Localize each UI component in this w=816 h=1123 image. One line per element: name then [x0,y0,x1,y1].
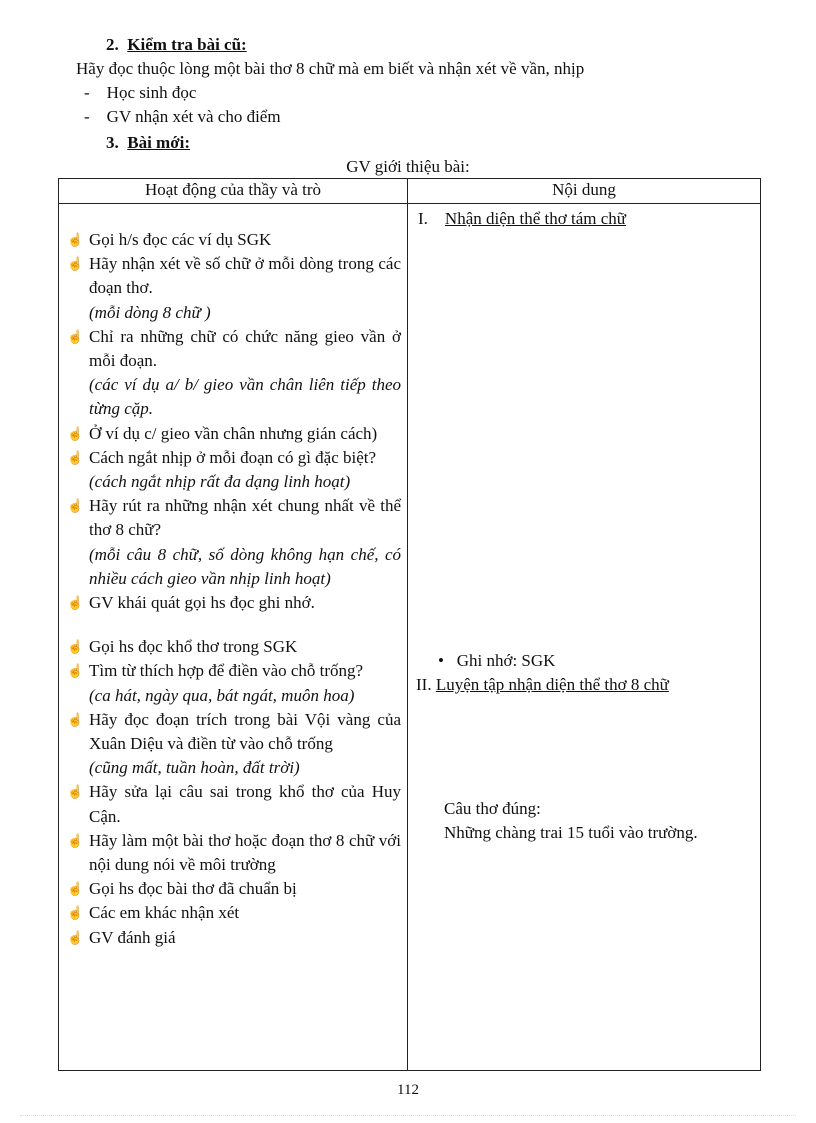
section-3-title: Bài mới: [127,133,191,152]
activity-text: Chỉ ra những chữ có chức năng gieo vần ở mỗi đoạn. [89,326,401,371]
activity-item [65,494,401,542]
heading-2 [416,674,669,696]
dash-item [84,106,281,128]
activity-item [65,780,401,828]
activity-text: Gọi hs đọc bài thơ đã chuẩn bị [89,879,297,899]
activities-column [59,204,408,1071]
section-3-number: 3. [106,133,119,152]
hand-pointer-icon: ☝ [67,595,84,611]
heading-1-title: Nhận diện thể thơ tám chữ [444,209,626,228]
activity-text: Ở ví dụ c/ gieo vần chân nhưng gián cách) [89,423,378,443]
bullet-item [438,650,555,672]
table-body-row [59,204,761,1071]
intro-line: GV giới thiệu bài: [346,157,470,176]
answer-note: (các ví dụ a/ b/ gieo vần chân liên tiếp theo từng cặp. [89,375,401,419]
hand-pointer-icon: ☝ [67,905,84,921]
header-right: Nội dung [408,179,761,204]
header-left: Hoạt động của thầy và trò [59,179,408,204]
hand-pointer-icon: ☝ [67,711,84,727]
heading-1 [418,208,626,230]
activity-item [65,446,401,470]
spacer [65,615,401,635]
activity-item [65,252,401,300]
dash-marker: - [84,83,90,102]
activity-item [65,877,401,901]
content-area [408,204,760,1070]
answer-note: (mỗi dòng 8 chữ ) [89,302,211,322]
activity-text: Cách ngắt nhịp ở mỗi đoạn có gì đặc biệt? [89,447,377,467]
activity-item [65,635,401,659]
section-2-title: Kiểm tra bài cũ: [127,35,247,54]
answer-note: (mỗi câu 8 chữ, số dòng không hạn chế, có nhiều cách gieo vần nhịp linh hoạt) [89,544,401,588]
hand-pointer-icon: ☝ [67,449,84,465]
hand-pointer-icon: ☝ [67,881,84,897]
activity-text: Các em khác nhận xét [89,903,240,923]
review-question: Hãy đọc thuộc lòng một bài thơ 8 chữ mà em biết và nhận xét về vần, nhịp [76,59,585,78]
activity-text: Gọi hs đọc khổ thơ trong SGK [89,637,298,657]
answer-text: Những chàng trai 15 tuổi vào trường. [444,823,698,842]
hand-pointer-icon: ☝ [67,256,84,272]
bullet-dot: • [438,651,444,670]
dash-marker: - [84,107,90,126]
answer-label: Câu thơ đúng: [444,799,541,818]
activity-text: Hãy nhận xét về số chữ ở mỗi dòng trong các đoạn thơ. [89,254,401,298]
activity-item [65,325,401,373]
hand-pointer-icon: ☝ [67,425,84,441]
lesson-table [58,178,761,1071]
activities-list [59,204,407,950]
page-number: 112 [397,1082,419,1098]
heading-2-number: II. [416,675,432,694]
activity-item [65,901,401,925]
answer-note: (cách ngắt nhịp rất đa dạng linh hoạt) [89,472,351,492]
hand-pointer-icon: ☝ [67,929,84,945]
activity-text: Tìm từ thích hợp để điền vào chỗ trống? [89,661,364,681]
activity-item [65,829,401,877]
heading-1-number: I. [418,209,428,228]
hand-pointer-icon: ☝ [67,663,84,679]
hand-pointer-icon: ☝ [67,639,84,655]
answer-note: (cũng mất, tuần hoàn, đất trời) [89,758,300,778]
activity-text: GV khái quát gọi hs đọc ghi nhớ. [89,593,315,613]
activity-item [65,926,401,950]
activity-text: Hãy rút ra những nhận xét chung nhất về thể thơ 8 chữ? [89,496,401,540]
footer-divider [20,1115,796,1116]
content-column [408,204,761,1071]
dash-item-text: Học sinh đọc [106,83,197,102]
answer-note: (ca hát, ngày qua, bát ngát, muôn hoa) [89,685,355,705]
activity-text: GV đánh giá [89,927,176,947]
section-2-heading [106,34,247,56]
activity-text: Hãy đọc đoạn trích trong bài Vội vàng của Xuân Diệu và điền từ vào chỗ trống [89,709,401,754]
heading-2-title: Luyện tập nhận diện thể thơ 8 chữ [435,675,669,694]
bullet-text: Ghi nhớ: SGK [456,651,556,670]
section-2-number: 2. [106,35,119,54]
activity-text: Hãy làm một bài thơ hoặc đoạn thơ 8 chữ với nội dung nói về môi trường [89,830,401,875]
hand-pointer-icon: ☝ [67,784,84,800]
activity-item [65,591,401,615]
activity-text: Gọi h/s đọc các ví dụ SGK [89,230,272,249]
section-3-heading [106,132,190,154]
activity-item [65,708,401,756]
activity-item [65,228,401,252]
activity-text: Hãy sửa lại câu sai trong khổ thơ của Huy Cận. [89,782,401,826]
activity-item [65,422,401,446]
activity-item [65,659,401,683]
hand-pointer-icon: ☝ [67,832,84,848]
hand-pointer-icon: ☝ [67,328,84,344]
table-header-row [59,179,761,204]
dash-item [84,82,196,104]
dash-item-text: GV nhận xét và cho điểm [106,107,281,126]
hand-pointer-icon: ☝ [67,498,84,514]
hand-pointer-icon: ☝ [67,232,84,247]
